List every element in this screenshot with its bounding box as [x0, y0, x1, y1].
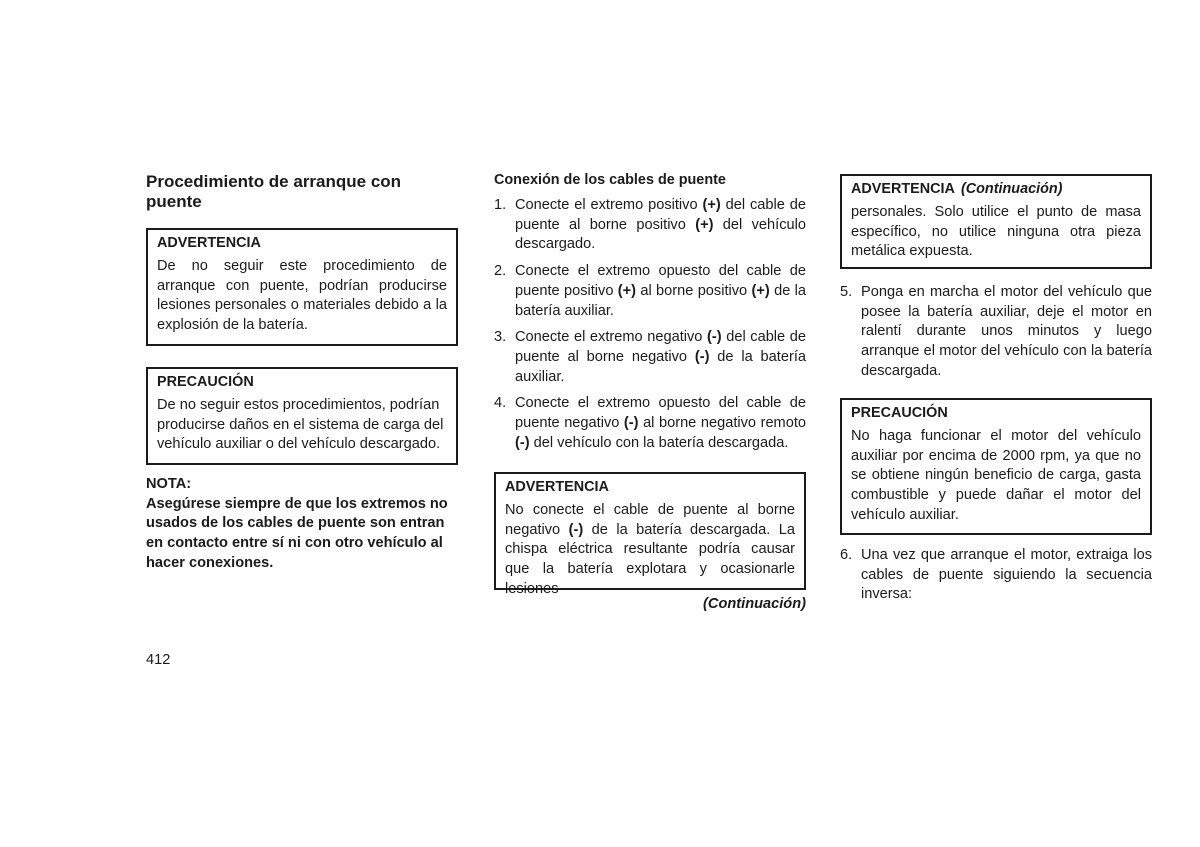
note-text: Asegúrese siempre de que los extremos no usados de los cables de puente son entran en contacto entre sí ni con otro vehículo al hacer conexiones.: [146, 495, 448, 571]
caution-text: De no seguir estos procedimientos, podrían producirse daños en el sistema de carga del vehículo auxiliar o del vehículo descargado.: [157, 397, 444, 453]
caution-box: [146, 367, 458, 465]
list-item: 5. Ponga en marcha el motor del vehículo que posee la batería auxiliar, deje el motor en ralentí durante unos minutos y luego arranque el motor del vehículo con la batería descargada.: [840, 284, 1152, 379]
warning-box: [494, 472, 806, 597]
warning-title: ADVERTENCIA: [157, 235, 261, 251]
page-number: 412: [146, 652, 171, 668]
warning-text: personales. Solo utilice el punto de masa específico, no utilice ninguna otra pieza metálica expuesta.: [851, 204, 1141, 260]
warning-continued-box: [840, 174, 1152, 269]
warning-title: ADVERTENCIA: [505, 479, 609, 495]
caution-title: PRECAUCIÓN: [157, 374, 254, 390]
continued-label: (Continuación): [703, 596, 806, 612]
warning-box: [146, 228, 458, 346]
warning-text: No conecte el cable de puente al borne negativo (-) de la batería descargada. La chispa eléctrica resultante podría causar que la batería explotara y ocasionarle lesiones: [505, 502, 795, 597]
section-title: Procedimiento de arranque con puente: [146, 172, 402, 211]
list-item: 4. Conecte el extremo opuesto del cable de puente negativo (-) al borne negativo remoto (-) del vehículo con la batería descargada.: [494, 395, 807, 451]
list-item: 3. Conecte el extremo negativo (-) del cable de puente al borne negativo (-) de la batería auxiliar.: [494, 329, 807, 385]
caution-box: [840, 398, 1152, 535]
caution-title: PRECAUCIÓN: [851, 405, 948, 421]
caution-text: No haga funcionar el motor del vehículo auxiliar por encima de 2000 rpm, ya que no se obtiene ningún beneficio de carga, gasta combustible y puede dañar el motor del vehículo auxiliar.: [851, 428, 1141, 523]
list-item: 6. Una vez que arranque el motor, extraiga los cables de puente siguiendo la secuencia inversa:: [840, 547, 1152, 603]
connection-steps: [494, 196, 806, 453]
warning-title: ADVERTENCIA (Continuación): [851, 181, 1063, 197]
list-item: 2. Conecte el extremo opuesto del cable de puente positivo (+) al borne positivo (+) de la batería auxiliar.: [494, 263, 807, 319]
connection-heading: Conexión de los cables de puente: [494, 172, 726, 188]
note-block: [146, 475, 458, 574]
list-item: 1. Conecte el extremo positivo (+) del cable de puente al borne positivo (+) del vehículo descargado.: [494, 197, 806, 253]
warning-text: De no seguir este procedimiento de arranque con puente, podrían producirse lesiones personales o materiales debido a la explosión de la batería.: [157, 258, 447, 334]
step-6: [840, 546, 1152, 605]
note-label: NOTA:: [146, 476, 192, 492]
step-5: [840, 283, 1152, 382]
